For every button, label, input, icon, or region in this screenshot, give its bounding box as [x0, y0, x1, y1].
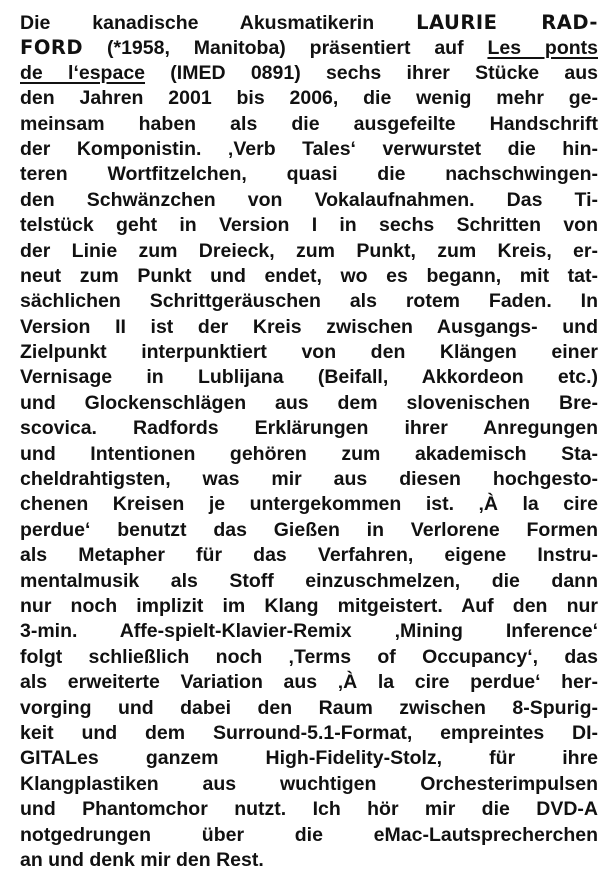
text-line: als erweiterte Variation aus ‚À la cire perdue‘ her-	[20, 671, 598, 694]
text-line: den Jahren 2001 bis 2006, die wenig mehr ge-	[20, 87, 598, 110]
text-segment: (IMED 0891) sechs ihrer Stücke aus	[145, 61, 598, 84]
text-line: keit und dem Surround-5.1-Format, empreintes DI-	[20, 721, 598, 744]
text-line: mentalmusik als Stoff einzuschmelzen, die dann	[20, 569, 598, 592]
album-title-continued: de l‘espace	[20, 61, 146, 84]
text-line: perdue‘ benutzt das Gießen in Verlorene Formen	[20, 518, 598, 541]
text-line	[20, 10, 598, 35]
text-line: sächlichen Schrittgeräuschen als rotem Faden. In	[20, 290, 598, 313]
text-line: notgedrungen über die eMac-Lautsprecherchen	[20, 823, 598, 846]
text-line: teren Wortfitzelchen, quasi die nachschwingen-	[20, 163, 598, 186]
text-line: neut zum Punkt und endet, wo es begann, mit tat-	[20, 264, 598, 287]
album-title: Les ponts	[487, 37, 598, 60]
text-line	[20, 61, 598, 86]
text-line: telstück geht in Version I in sechs Schritten von	[20, 214, 598, 237]
text-line: als Metapher für das Verfahren, eigene Instru-	[20, 544, 598, 567]
text-line: und Glockenschlägen aus dem slovenischen Bre-	[20, 391, 598, 414]
text-line: der Komponistin. ‚Verb Tales‘ verwurstet die hin-	[20, 137, 598, 160]
text-line: scovica. Radfords Erklärungen ihrer Anregungen	[20, 417, 598, 440]
text-line: cheldrahtigsten, was mir aus diesen hochgesto-	[20, 468, 598, 491]
text-line: Zielpunkt interpunktiert von den Klängen einer	[20, 341, 598, 364]
text-line: Version II ist der Kreis zwischen Ausgangs- und	[20, 315, 598, 338]
text-segment: Die kanadische Akusmatikerin	[20, 12, 417, 34]
text-line: der Linie zum Dreieck, zum Punkt, zum Kreis, er-	[20, 239, 598, 262]
text-line: chenen Kreisen je untergekommen ist. ‚À la cire	[20, 493, 598, 516]
text-line: und Phantomchor nutzt. Ich hör mir die DVD-A	[20, 798, 598, 821]
artist-name: LAURIE RAD-	[416, 11, 598, 34]
text-line: den Schwänzchen von Vokalaufnahmen. Das Ti-	[20, 188, 598, 211]
text-line: und Intentionen gehören zum akademisch Sta-	[20, 442, 598, 465]
text-line: 3-min. Affe-spielt-Klavier-Remix ‚Mining Inference‘	[20, 620, 598, 643]
text-line: folgt schließlich noch ‚Terms of Occupancy‘, das	[20, 645, 598, 668]
text-line	[20, 35, 598, 60]
text-line: Vernisage in Lublijana (Beifall, Akkordeon etc.)	[20, 366, 598, 389]
text-line: GITALes ganzem High-Fidelity-Stolz, für ihre	[20, 747, 598, 770]
text-segment: (*1958, Manitoba) präsentiert auf	[83, 37, 488, 60]
text-line: nur noch implizit im Klang mitgeistert. Auf den nur	[20, 594, 598, 617]
review-article	[20, 10, 598, 873]
text-line: meinsam haben als die ausgefeilte Handschrift	[20, 112, 598, 135]
text-line-last: an und denk mir den Rest.	[20, 848, 264, 871]
text-line: vorging und dabei den Raum zwischen 8-Spurig-	[20, 696, 598, 719]
text-line: Klangplastiken aus wuchtigen Orchesterimpulsen	[20, 772, 598, 795]
artist-name-continued: FORD	[20, 36, 84, 60]
